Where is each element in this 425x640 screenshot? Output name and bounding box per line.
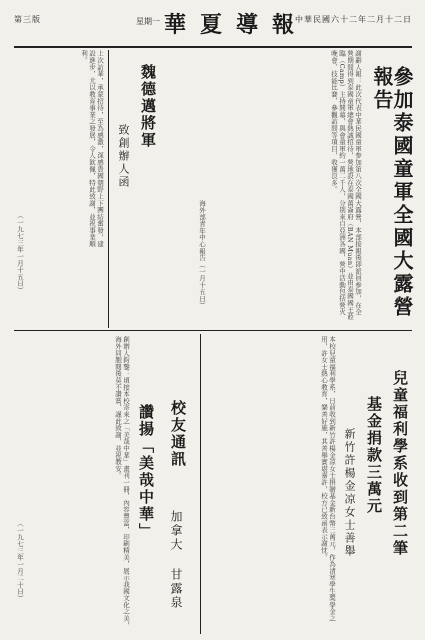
- alumni-title: 校友通訊: [169, 400, 187, 468]
- wei-article-subtitle: 致創辦人函: [117, 124, 130, 189]
- alumni-date: （一九七三年一月二十日）: [16, 520, 24, 602]
- issue-day: 星期一: [136, 17, 160, 26]
- scout-article-body: 謝辭人報：此次代表中華民國童軍参加第八次全國大露營，本部接報後即派員参加，在全營期間得到泰國童軍總會熱誠招待，營地設在泰國萬崙府（BAN Muan）並由泰國國王蒞臨（Camp）主持開幕，與會童軍約一萬二千人，分别來自亞洲各國，營中活動包括營火晚會、技能比賽、參觀訪問等項目，收獲良多。: [330, 50, 362, 320]
- scout-article-title: 參加泰國童軍全國大露營報告: [370, 66, 414, 319]
- masthead: [14, 6, 412, 48]
- donation-body: 本校兒童福利學系，日前收到新竹許楊金凉女士捐贈基金新台幣三萬元，作為清寒學生獎學金之用，許女士熱心教育，樂善好施，其善舉實堪嘉許，校方已致函表示謝忱。: [320, 336, 336, 622]
- divider-h: [14, 330, 412, 331]
- alumni-subtitle: 讚揚「美哉中華」: [137, 404, 155, 540]
- wei-article-title: 魏德邁將軍: [139, 64, 157, 149]
- alumni-body: 創辦人鈞鑒：頃接本校寄來之「美哉中華」畫刊一冊，內容豐富，印刷精美，展示我國文化之美，海外同胞閱後莫不讚賞，謹此致謝，並祝教安。: [114, 336, 130, 629]
- donation-byline: 新竹許楊金凉女士善舉: [343, 428, 356, 558]
- divider-v: [108, 50, 109, 328]
- donation-title-1: 兒童福利學系收到第二筆: [391, 370, 409, 557]
- issue-date: 中華民國六十二年二月十二日: [295, 15, 412, 24]
- wei-article-body: 上次訪華，承蒙招待，至為感激，深感貴國朝野上下團結奮發，建設進步，尤以教育事業之發展，令人欽佩，特此致謝，並祝事業順利。: [80, 50, 104, 248]
- page-number: 第三版: [14, 15, 41, 24]
- wei-article-date: （一九七三年一月十五日）: [16, 212, 24, 294]
- scout-article-date: 海外部青年中心報告（一月十五日）: [198, 200, 206, 309]
- alumni-byline: 加拿大 甘露泉: [169, 510, 183, 610]
- newspaper-title: 華夏導報: [164, 12, 309, 38]
- donation-title-2: 基金捐款三萬元: [365, 396, 383, 515]
- divider-v2: [200, 334, 201, 634]
